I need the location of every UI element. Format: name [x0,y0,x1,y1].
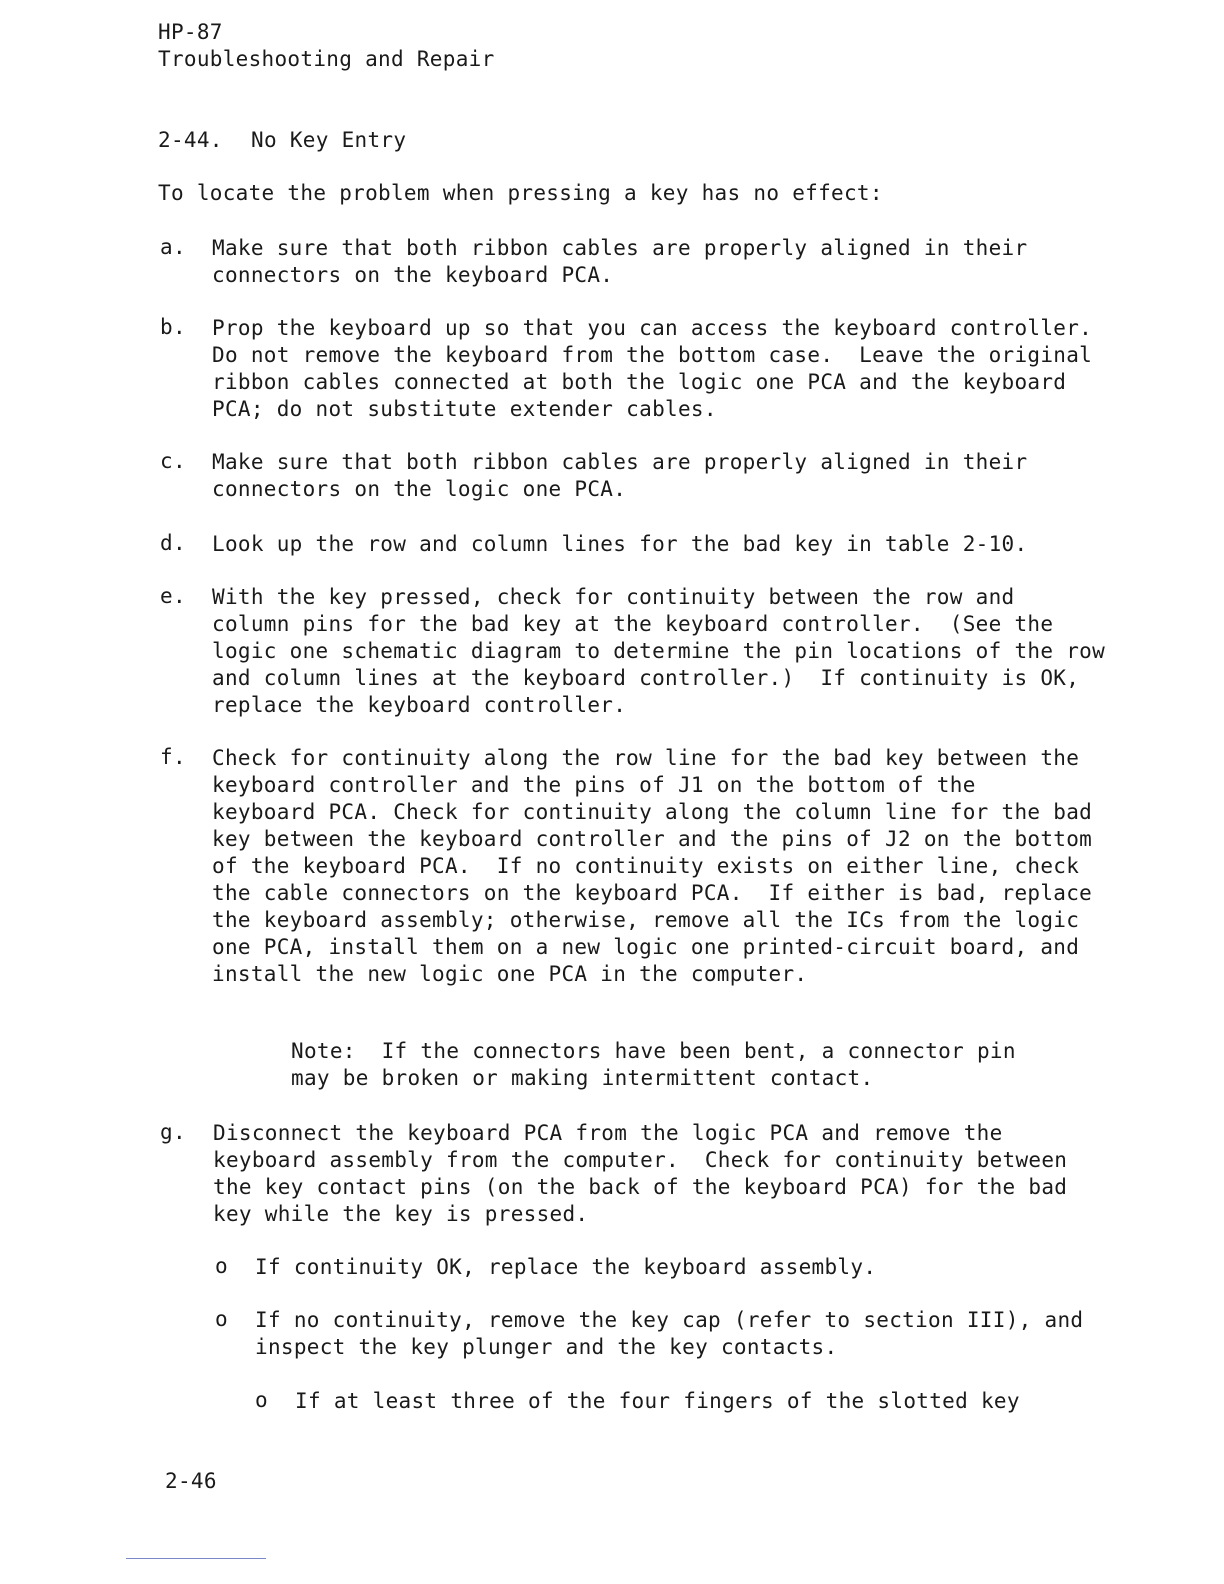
step-g-line: the key contact pins (on the back of the keyboard PCA) for the bad [213,1175,1068,1199]
step-e-line: With the key pressed, check for continuity between the row and [212,585,1015,609]
step-b-text [212,315,1092,423]
step-b-line: Do not remove the keyboard from the bottom case. Leave the original [212,343,1093,367]
step-b-line: ribbon cables connected at both the logic one PCA and the keyboard [212,370,1067,394]
step-f-marker: f. [160,745,186,769]
page-number: 2-46 [165,1469,217,1493]
note-line: may be broken or making intermittent contact. [291,1066,874,1090]
step-c-marker: c. [160,449,186,473]
step-a-line: connectors on the keyboard PCA. [212,263,614,287]
step-b-line: Prop the keyboard up so that you can access the keyboard controller. [212,316,1093,340]
step-d-marker: d. [160,531,186,555]
sub-bullet-line: If at least three of the four fingers of the slotted key [295,1389,1020,1413]
step-a-text [212,235,1027,289]
step-c-line: connectors on the logic one PCA. [212,477,627,501]
step-e-line: replace the keyboard controller. [212,693,627,717]
bottom-rule [126,1558,266,1559]
step-f-line: Check for continuity along the row line for the bad key between the [212,746,1080,770]
step-e-marker: e. [160,584,186,608]
step-a-line: Make sure that both ribbon cables are properly aligned in their [212,236,1028,260]
bullet-line: If no continuity, remove the key cap (refer to section III), and [255,1308,1084,1332]
step-g-text [213,1120,1067,1228]
note-line: Note: If the connectors have been bent, a connector pin [291,1039,1016,1063]
bullet-text [255,1307,1083,1361]
bullet-line: inspect the key plunger and the key contacts. [255,1335,838,1359]
sub-bullet-text [295,1388,1020,1415]
step-a-marker: a. [160,235,186,259]
section-title: No Key Entry [251,128,407,152]
section-number: 2-44. [158,128,223,152]
bullet-text [255,1254,876,1281]
step-c-text [212,449,1027,503]
step-f-line: the keyboard assembly; otherwise, remove all the ICs from the logic [212,908,1080,932]
step-d-text [212,531,1027,558]
step-g-marker: g. [160,1120,186,1144]
step-g-line: key while the key is pressed. [213,1202,589,1226]
step-b-line: PCA; do not substitute extender cables. [212,397,717,421]
step-c-line: Make sure that both ribbon cables are properly aligned in their [212,450,1028,474]
step-e-text [212,584,1105,719]
intro-text: To locate the problem when pressing a key has no effect: [158,181,883,205]
bullet-marker: o [215,1254,228,1278]
sub-bullet-marker: o [255,1388,268,1412]
step-b-marker: b. [160,315,186,339]
step-e-line: column pins for the bad key at the keyboard controller. (See the [212,612,1054,636]
step-e-line: and column lines at the keyboard controller.) If continuity is OK, [212,666,1080,690]
bullet-marker: o [215,1307,228,1331]
header-product: HP-87 [158,20,223,44]
step-g-line: Disconnect the keyboard PCA from the logic PCA and remove the [213,1121,1003,1145]
step-f-line: install the new logic one PCA in the computer. [212,962,808,986]
header-section: Troubleshooting and Repair [158,47,495,71]
step-f-line: key between the keyboard controller and the pins of J2 on the bottom [212,827,1093,851]
step-f-line: keyboard PCA. Check for continuity along the column line for the bad [212,800,1093,824]
note-block [291,1038,1016,1092]
step-f-line: keyboard controller and the pins of J1 on the bottom of the [212,773,976,797]
step-f-line: of the keyboard PCA. If no continuity exists on either line, check [212,854,1080,878]
step-f-text [212,745,1092,988]
step-f-line: the cable connectors on the keyboard PCA. If either is bad, replace [212,881,1093,905]
step-e-line: logic one schematic diagram to determine the pin locations of the row [212,639,1106,663]
step-f-line: one PCA, install them on a new logic one printed-circuit board, and [212,935,1080,959]
step-g-line: keyboard assembly from the computer. Check for continuity between [213,1148,1068,1172]
bullet-line: If continuity OK, replace the keyboard assembly. [255,1255,877,1279]
step-d-line: Look up the row and column lines for the bad key in table 2-10. [212,532,1028,556]
